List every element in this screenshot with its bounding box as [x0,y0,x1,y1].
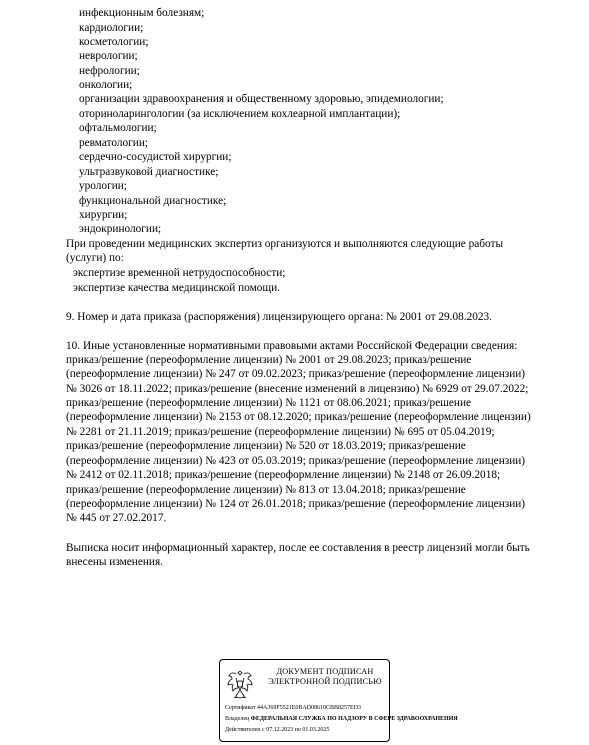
list-item: эндокринологии; [79,223,162,235]
owner-label: Владелец [225,716,250,722]
section-10-line: (переоформление лицензии) № 124 от 26.01.2018; приказ/решение (переоформление лицензии) [66,498,526,510]
list-item: организации здравоохранения и общественному здоровью, эпидемиологии; [79,93,444,105]
expertise-intro-continued: (услуги) по: [66,252,124,264]
section-10-line: (переоформление лицензии) № 423 от 05.03.2019; приказ/решение (переоформление лицензии) [66,455,526,467]
list-item: онкологии; [79,79,133,91]
validity-from: 07.12.2023 [266,727,294,733]
double-headed-eagle-emblem-icon [225,667,255,703]
owner-line [225,715,458,723]
validity-to-label: по [294,727,301,733]
list-item: инфекционным болезням; [79,7,205,19]
stamp-title: ДОКУМЕНТ ПОДПИСАН [276,667,374,676]
list-item: хирургии; [79,209,128,221]
electronic-signature-stamp [219,659,458,742]
list-item: сердечно-сосудистой хирургии; [79,151,232,163]
section-10-line: № 2412 от 02.11.2018; приказ/решение (переоформление лицензии) № 2148 от 26.09.2018; [66,469,501,481]
certificate-number: 44A369F5521E0BAD08610CBB8257ED3 [257,705,362,711]
section-10-line: 10. Иные установленные нормативными правовыми актами Российской Федерации сведения: [66,340,518,352]
validity-line [225,726,329,734]
list-item: неврологии; [79,50,138,62]
section-10-line: № 445 от 27.02.2017. [66,512,167,524]
list-item: ультразвуковой диагностике; [79,166,219,178]
section-9-order: 9. Номер и дата приказа (распоряжения) лицензирующего органа: № 2001 от 29.08.2023. [66,311,492,323]
validity-label: Действителен с [225,727,265,733]
disclaimer-note-continued: внесены изменения. [66,556,163,568]
list-item: функциональной диагностике; [79,195,227,207]
validity-to: 01.03.2025 [302,727,330,733]
section-10-line: приказ/решение (переоформление лицензии) № 520 от 18.03.2019; приказ/решение [66,440,466,452]
section-10-line: № 2281 от 21.11.2019; приказ/решение (переоформление лицензии) № 695 от 05.04.2019; [66,426,495,438]
stamp-subtitle: ЭЛЕКТРОННОЙ ПОДПИСЬЮ [268,677,382,686]
certificate-label: Сертификат [225,705,256,711]
section-10-line: № 3026 от 18.11.2022; приказ/решение (внесение изменений в лицензию) № 6929 от 29.07.2022; [66,383,529,395]
section-10-line: приказ/решение (переоформление лицензии) № 813 от 13.04.2018; приказ/решение [66,484,466,496]
section-10-line: приказ/решение (переоформление лицензии) № 1121 от 08.06.2021; приказ/решение [66,397,472,409]
expertise-item: экспертизе временной нетрудоспособности; [73,267,286,279]
section-10-line: (переоформление лицензии) № 2153 от 08.12.2020; приказ/решение (переоформление лицензии) [66,411,531,423]
list-item: урологии; [79,180,127,192]
list-item: офтальмологии; [79,122,157,134]
list-item: косметологии; [79,36,149,48]
owner-name: ФЕДЕРАЛЬНАЯ СЛУЖБА ПО НАДЗОРУ В СФЕРЕ ЗДРАВООХРАНЕНИЯ [250,716,458,722]
expertise-item: экспертизе качества медицинской помощи. [73,282,280,294]
disclaimer-note: Выписка носит информационный характер, после ее составления в реестр лицензий могли быть [66,542,530,554]
list-item: нефрологии; [79,65,140,77]
certificate-line [225,704,361,712]
section-10-line: (переоформление лицензии) № 247 от 09.02.2023; приказ/решение (переоформление лицензии) [66,368,526,380]
expertise-intro: При проведении медицинских экспертиз организуются и выполняются следующие работы [66,238,504,250]
list-item: ревматологии; [79,137,149,149]
section-10-line: приказ/решение (переоформление лицензии) № 2001 от 29.08.2023; приказ/решение [66,354,472,366]
list-item: кардиологии; [79,22,144,34]
list-item: оториноларингологии (за исключением кохлеарной имплантации); [79,108,401,120]
